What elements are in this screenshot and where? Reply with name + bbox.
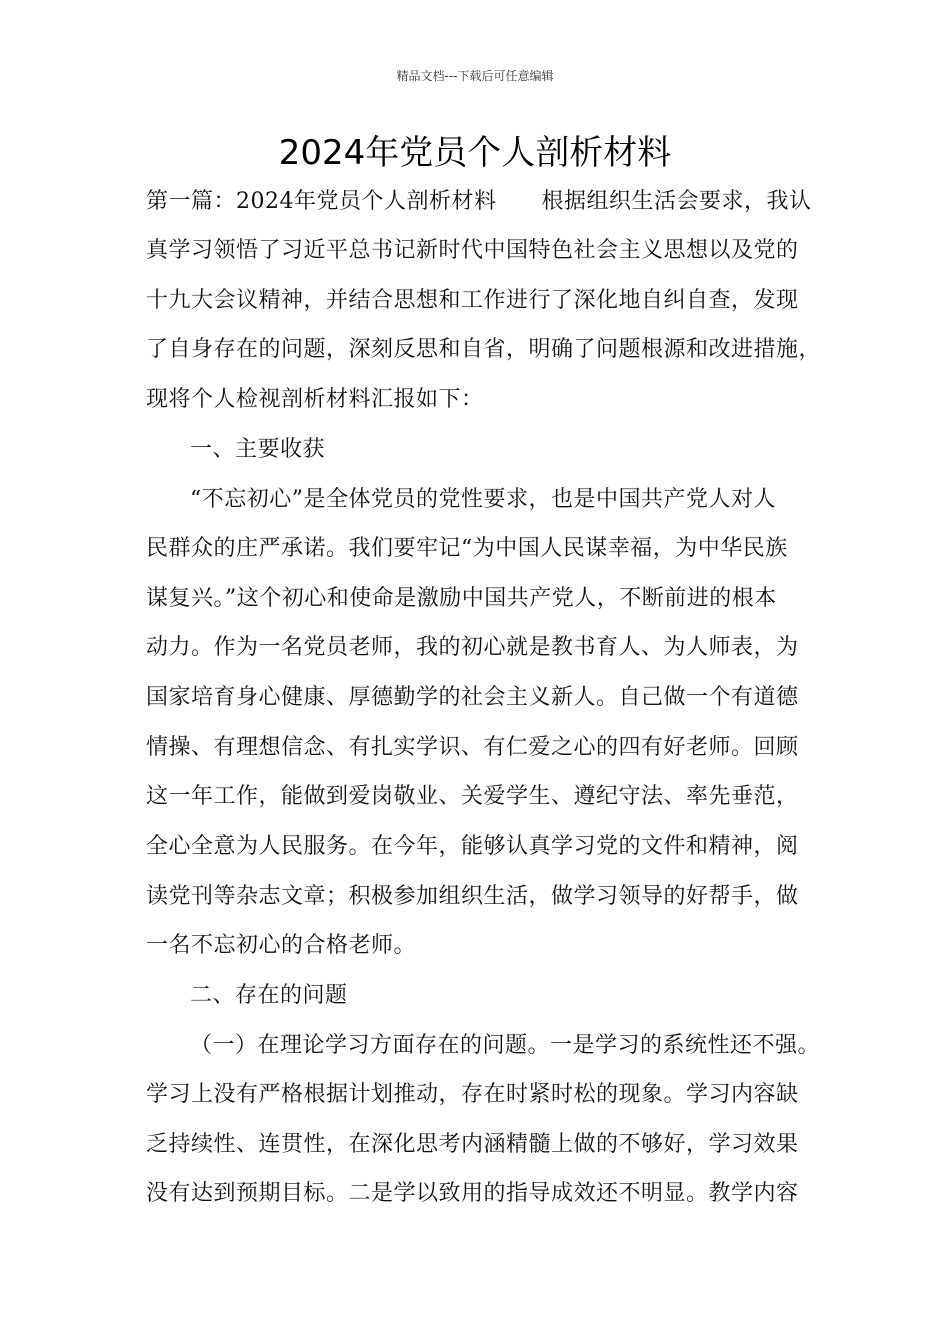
body-line: 情操、有理想信念、有扎实学识、有仁爱之心的四有好老师。回顾 — [146, 735, 799, 760]
body-line: 真学习领悟了习近平总书记新时代中国特色社会主义思想以及党的 — [146, 238, 799, 263]
body-line: 乏持续性、连贯性，在深化思考内涵精髓上做的不够好，学习效果 — [146, 1132, 799, 1157]
body-line: 这一年工作，能做到爱岗敬业、关爱学生、遵纪守法、率先垂范， — [146, 784, 799, 809]
body-line: 动力。作为一名党员老师，我的初心就是教书育人、为人师表，为 — [146, 635, 799, 660]
body-line: （一）在理论学习方面存在的问题。一是学习的系统性还不强。 — [190, 1033, 821, 1058]
body-line: 十九大会议精神，并结合思想和工作进行了深化地自纠自查，发现 — [146, 288, 799, 313]
body-line: 了自身存在的问题，深刻反思和自省，明确了问题根源和改进措施， — [146, 337, 822, 362]
body-line: “不忘初心”是全体党员的党性要求，也是中国共产党人对人 — [190, 487, 776, 512]
body-line: 读党刊等杂志文章；积极参加组织生活，做学习领导的好帮手，做 — [146, 884, 799, 909]
header-note: 精品文档---下载后可任意编辑 — [396, 69, 554, 83]
body-line: 谋复兴。”这个初心和使命是激励中国共产党人，不断前进的根本 — [146, 586, 777, 611]
document-title: 2024年党员个人剖析材料 — [278, 133, 672, 173]
body-line: 没有达到预期目标。二是学以致用的指导成效还不明显。教学内容 — [146, 1181, 799, 1206]
section-heading: 一、主要收获 — [190, 437, 326, 462]
body-line: 学习上没有严格根据计划推动，存在时紧时松的现象。学习内容缺 — [146, 1082, 799, 1107]
body-line: 一名不忘初心的合格老师。 — [146, 933, 417, 958]
body-line: 第一篇：2024年党员个人剖析材料 根据组织生活会要求，我认 — [146, 189, 812, 214]
body-line: 国家培育身心健康、厚德勤学的社会主义新人。自己做一个有道德 — [146, 685, 799, 710]
body-line: 全心全意为人民服务。在今年，能够认真学习党的文件和精神，阅 — [146, 834, 799, 859]
section-heading: 二、存在的问题 — [190, 983, 348, 1008]
body-line: 现将个人检视剖析材料汇报如下： — [146, 387, 484, 412]
body-line: 民群众的庄严承诺。我们要牢记“为中国人民谋幸福，为中华民族 — [146, 536, 788, 561]
